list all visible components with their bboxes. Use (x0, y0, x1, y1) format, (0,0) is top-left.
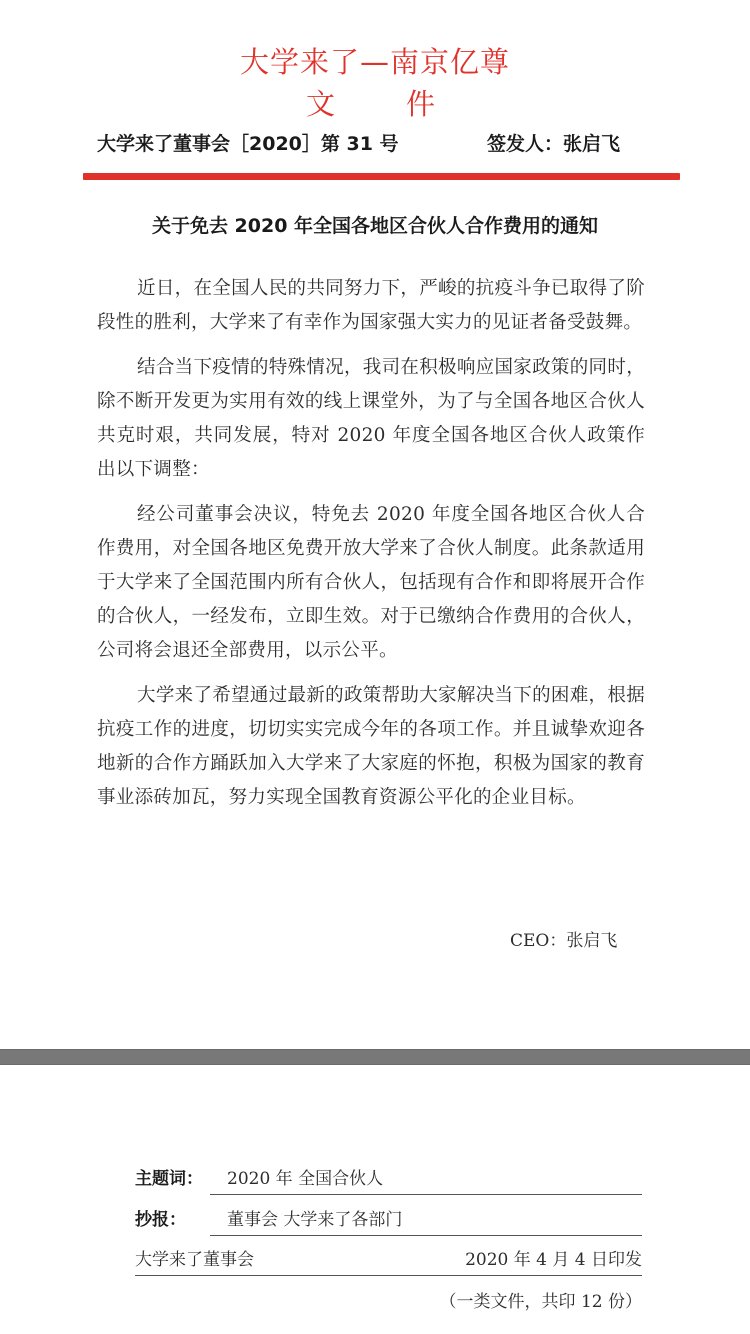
document-label-char-2: 件 (406, 87, 436, 121)
ceo-signature: CEO：张启飞 (510, 931, 618, 951)
cc-value: 董事会 大学来了各部门 (227, 1210, 403, 1230)
issue-date: 2020 年 4 月 4 日印发 (465, 1250, 642, 1270)
page-break-divider (0, 1049, 750, 1065)
issue-underline (135, 1275, 642, 1276)
red-header-rule (83, 173, 680, 180)
organization-title: 大学来了—南京亿尊 (239, 45, 510, 79)
body-paragraph-1: 近日，在全国人民的共同努力下，严峻的抗疫斗争已取得了阶段性的胜利，大学来了有幸作为国家强大实力的见证者备受鼓舞。 (97, 278, 645, 333)
issue-row (135, 1246, 642, 1276)
document-label-char-1: 文 (306, 87, 336, 121)
keywords-label: 主题词： (135, 1169, 203, 1189)
body-paragraph-2: 结合当下疫情的特殊情况，我司在积极响应国家政策的同时，除不断开发更为实用有效的线上课堂外，为了与全国各地区合伙人共克时艰，共同发展，特对 2020 年度全国各地区合伙人政策作出以下调整： (97, 357, 645, 480)
cc-label: 抄报： (135, 1210, 186, 1230)
copies-note: （一类文件，共印 12 份） (439, 1292, 642, 1312)
signer: 签发人：张启飞 (487, 133, 621, 155)
cc-underline (210, 1235, 642, 1236)
keywords-value: 2020 年 全国合伙人 (227, 1169, 384, 1189)
body-paragraph-3: 经公司董事会决议，特免去 2020 年度全国各地区合伙人合作费用，对全国各地区免费开放大学来了合伙人制度。此条款适用于大学来了全国范围内所有合伙人，包括现有合作和即将展开合作的合伙人，一经发布，立即生效。对于已缴纳合作费用的合伙人，公司将会退还全部费用，以示公平。 (97, 504, 645, 661)
document-number: 大学来了董事会［2020］第 31 号 (97, 133, 399, 155)
cc-row (135, 1206, 642, 1236)
notice-body (97, 272, 645, 826)
notice-title: 关于免去 2020 年全国各地区合伙人合作费用的通知 (151, 215, 599, 237)
keywords-row (135, 1165, 642, 1195)
body-paragraph-4: 大学来了希望通过最新的政策帮助大家解决当下的困难，根据抗疫工作的进度，切切实实完成今年的各项工作。并且诚挚欢迎各地新的合作方踊跃加入大学来了大家庭的怀抱，积极为国家的教育事业添砖加瓦，努力实现全国教育资源公平化的企业目标。 (97, 685, 645, 808)
issuer: 大学来了董事会 (135, 1250, 254, 1270)
keywords-underline (210, 1194, 642, 1195)
